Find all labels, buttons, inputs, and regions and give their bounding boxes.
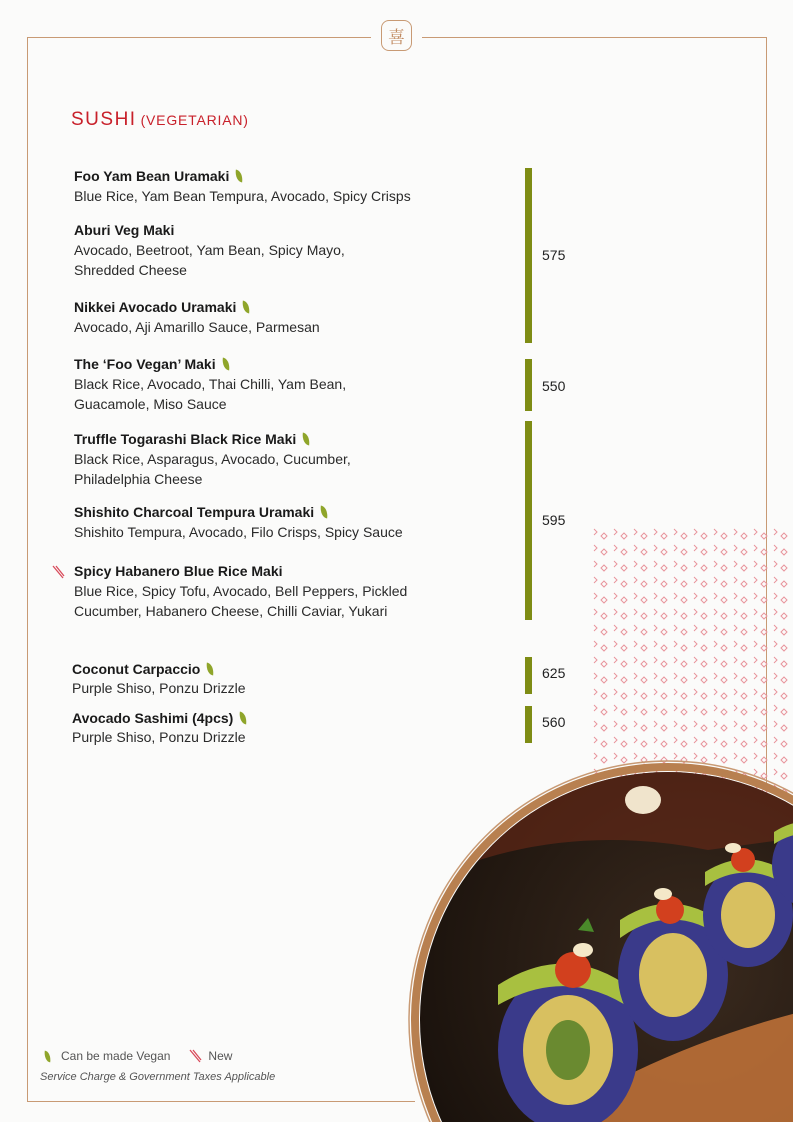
item-description: Black Rice, Asparagus, Avocado, Cucumber, bbox=[74, 451, 351, 467]
item-description: Purple Shiso, Ponzu Drizzle bbox=[72, 680, 246, 696]
item-description: Shishito Tempura, Avocado, Filo Crisps, Spicy Sauce bbox=[74, 524, 403, 540]
legend-vegan-label: Can be made Vegan bbox=[61, 1049, 171, 1063]
item-name: Avocado Sashimi (4pcs) bbox=[72, 710, 234, 726]
vegan-leaf-icon bbox=[206, 663, 216, 676]
frame-line-left bbox=[27, 37, 28, 1102]
item-description: Philadelphia Cheese bbox=[74, 471, 203, 487]
legend-new-label: New bbox=[208, 1049, 233, 1063]
section-title-main: SUSHI bbox=[71, 109, 137, 130]
menu-item bbox=[74, 429, 351, 489]
section-title bbox=[71, 109, 249, 131]
price: 625 bbox=[542, 665, 566, 681]
frame-line-bottom bbox=[27, 1101, 415, 1102]
vegan-leaf-icon bbox=[43, 1050, 51, 1062]
menu-item bbox=[72, 659, 246, 697]
menu-item bbox=[74, 354, 346, 414]
price-bar bbox=[525, 657, 532, 694]
logo-emblem-icon bbox=[381, 20, 412, 51]
price: 560 bbox=[542, 714, 566, 730]
item-name: Spicy Habanero Blue Rice Maki bbox=[74, 563, 283, 579]
menu-item bbox=[74, 502, 403, 542]
menu-item bbox=[74, 561, 407, 621]
item-description: Avocado, Aji Amarillo Sauce, Parmesan bbox=[74, 319, 320, 335]
footnote: Service Charge & Government Taxes Applicable bbox=[40, 1071, 276, 1083]
section-title-sub: (VEGETARIAN) bbox=[140, 112, 249, 128]
sushi-photo bbox=[408, 760, 793, 1122]
emblem-glyph: 喜 bbox=[388, 28, 405, 48]
item-description: Avocado, Beetroot, Yam Bean, Spicy Mayo, bbox=[74, 242, 345, 258]
vegan-leaf-icon bbox=[235, 170, 245, 183]
price: 575 bbox=[542, 247, 566, 263]
vegan-leaf-icon bbox=[242, 301, 252, 314]
price-bar bbox=[525, 421, 532, 620]
item-description: Blue Rice, Yam Bean Tempura, Avocado, Spicy Crisps bbox=[74, 188, 411, 204]
item-description: Black Rice, Avocado, Thai Chilli, Yam Bean, bbox=[74, 376, 347, 392]
item-name: Truffle Togarashi Black Rice Maki bbox=[74, 431, 297, 447]
vegan-leaf-icon bbox=[319, 506, 329, 519]
vegan-leaf-icon bbox=[221, 358, 231, 371]
menu-item bbox=[74, 166, 411, 206]
vegan-leaf-icon bbox=[301, 433, 311, 446]
item-name: Shishito Charcoal Tempura Uramaki bbox=[74, 504, 315, 520]
item-name: Foo Yam Bean Uramaki bbox=[74, 168, 230, 184]
item-name: Coconut Carpaccio bbox=[72, 661, 201, 677]
price: 550 bbox=[542, 378, 566, 394]
item-description: Shredded Cheese bbox=[74, 262, 187, 278]
item-name: The ‘Foo Vegan’ Maki bbox=[74, 356, 216, 372]
menu-item bbox=[74, 220, 345, 280]
new-chopsticks-icon bbox=[188, 1049, 202, 1063]
frame-line-top-right bbox=[422, 37, 766, 38]
price: 595 bbox=[542, 512, 566, 528]
price-bar bbox=[525, 168, 532, 343]
price-bar bbox=[525, 359, 532, 411]
item-name: Nikkei Avocado Uramaki bbox=[74, 299, 237, 315]
item-description: Blue Rice, Spicy Tofu, Avocado, Bell Peppers, Pickled bbox=[74, 583, 408, 599]
vegan-leaf-icon bbox=[239, 712, 249, 725]
price-bar bbox=[525, 706, 532, 743]
legend bbox=[44, 1049, 232, 1063]
frame-line-top-left bbox=[27, 37, 371, 38]
new-chopsticks-icon bbox=[51, 565, 65, 579]
item-description: Purple Shiso, Ponzu Drizzle bbox=[72, 729, 246, 745]
item-description: Cucumber, Habanero Cheese, Chilli Caviar, Yukari bbox=[74, 603, 388, 619]
menu-item bbox=[72, 708, 247, 746]
item-name: Aburi Veg Maki bbox=[74, 222, 175, 238]
menu-item bbox=[74, 297, 320, 337]
item-description: Guacamole, Miso Sauce bbox=[74, 396, 227, 412]
